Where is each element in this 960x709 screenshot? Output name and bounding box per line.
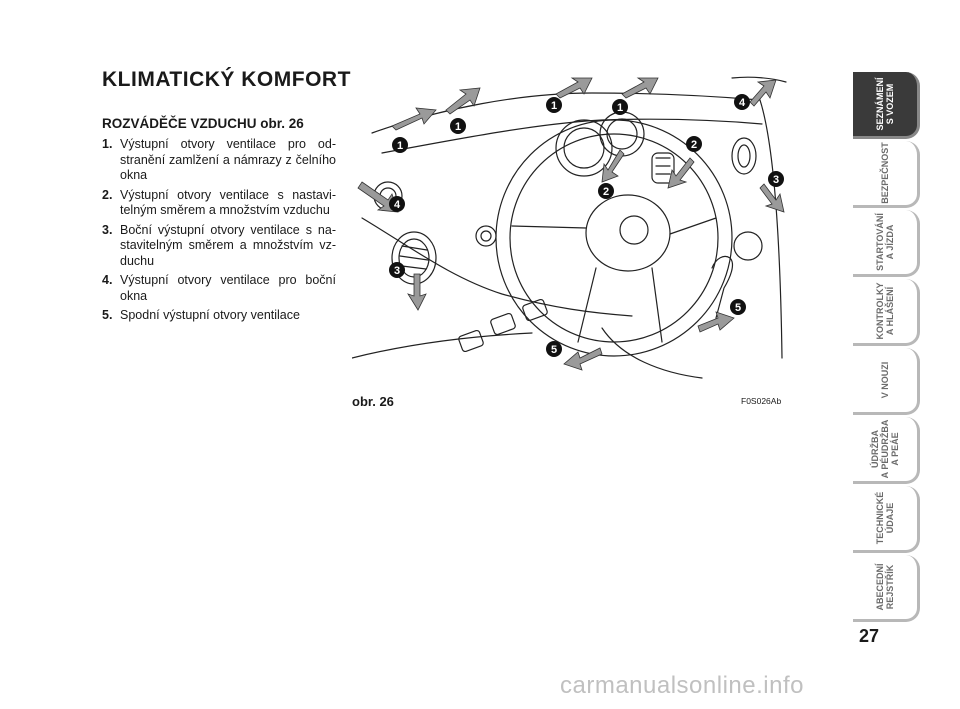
vent-list: [102, 137, 336, 328]
item-number: 1.: [102, 137, 113, 151]
svg-text:5: 5: [550, 344, 558, 356]
marker-2a: [686, 136, 702, 152]
item-number: 4.: [102, 273, 113, 287]
svg-text:1: 1: [550, 100, 558, 112]
tab-label: SEZNÁMENÍ S VOZEM: [875, 77, 895, 131]
item-text: Výstupní otvory ventilace pro boční okna: [120, 273, 336, 303]
svg-text:3: 3: [393, 265, 401, 277]
tab-label: KONTROLKY A HLÁŠENÍ: [875, 282, 895, 340]
marker-5b: [546, 341, 562, 357]
marker-5a: [730, 299, 746, 315]
marker-3a: [768, 171, 784, 187]
marker-1a: [392, 137, 408, 153]
tab-label: ABECEDNÍ REJSTŘÍK: [875, 563, 895, 611]
tab-label: TECHNICKÉ ÚDAJE: [875, 491, 895, 545]
tab-label: V NOUZI: [880, 361, 890, 399]
tab-v-nouzi[interactable]: [853, 348, 920, 415]
svg-text:1: 1: [396, 140, 404, 152]
list-item: [102, 223, 336, 270]
tab-bezpecnost[interactable]: [853, 141, 920, 208]
svg-text:4: 4: [738, 97, 746, 109]
page-number: 27: [859, 626, 880, 646]
tab-abecedni-rejstrik[interactable]: [853, 555, 920, 622]
page-title: KLIMATICKÝ KOMFORT: [102, 68, 351, 91]
tab-label: ÚDRŽBA A PÉUDRŽBA A PEÁE: [870, 419, 900, 479]
svg-text:2: 2: [602, 186, 610, 198]
marker-4b: [734, 94, 750, 110]
tab-label: BEZPEČNOST: [880, 142, 890, 204]
marker-4a: [389, 196, 405, 212]
svg-text:3: 3: [772, 174, 780, 186]
marker-1c: [546, 97, 562, 113]
figure-code: F0S026Ab: [741, 396, 782, 406]
marker-1d: [612, 99, 628, 115]
item-text: Spodní výstupní otvory ventilace: [120, 308, 300, 322]
tab-udrzba[interactable]: [853, 417, 920, 484]
svg-text:1: 1: [616, 102, 624, 114]
item-number: 5.: [102, 308, 113, 322]
footer-watermark: carmanualsonline.info: [560, 672, 804, 699]
list-item: [102, 137, 336, 184]
figure-caption: obr. 26: [352, 394, 394, 409]
svg-text:5: 5: [734, 302, 742, 314]
marker-1b: [450, 118, 466, 134]
item-text: Výstupní otvory ventilace pro od-stranění zamlžení a námrazy z čelního okna: [120, 137, 336, 182]
marker-2b: [598, 183, 614, 199]
item-number: 2.: [102, 187, 113, 202]
svg-text:4: 4: [393, 199, 401, 211]
tab-startovani-a-jizda[interactable]: [853, 210, 920, 277]
item-text: Boční výstupní otvory ventilace s na-stavitelným směrem a množstvím vz-duchu: [120, 222, 336, 268]
tab-technicke-udaje[interactable]: [853, 486, 920, 553]
section-subtitle: ROZVÁDĚČE VZDUCHU obr. 26: [102, 116, 304, 131]
list-item: [102, 273, 336, 304]
tab-kontrolky-a-hlaseni[interactable]: [853, 279, 920, 346]
list-item: [102, 188, 336, 219]
svg-text:2: 2: [690, 139, 698, 151]
marker-3b: [389, 262, 405, 278]
tab-label: STARTOVÁNÍ A JÍZDA: [875, 213, 895, 271]
list-item: [102, 308, 336, 324]
svg-text:1: 1: [454, 121, 462, 133]
item-text: Výstupní otvory ventilace s nastavi-telným směrem a množstvím vzduchu: [120, 187, 336, 217]
tab-seznameni-s-vozem[interactable]: [853, 72, 920, 139]
dashboard-figure: [352, 58, 788, 383]
item-number: 3.: [102, 222, 113, 237]
